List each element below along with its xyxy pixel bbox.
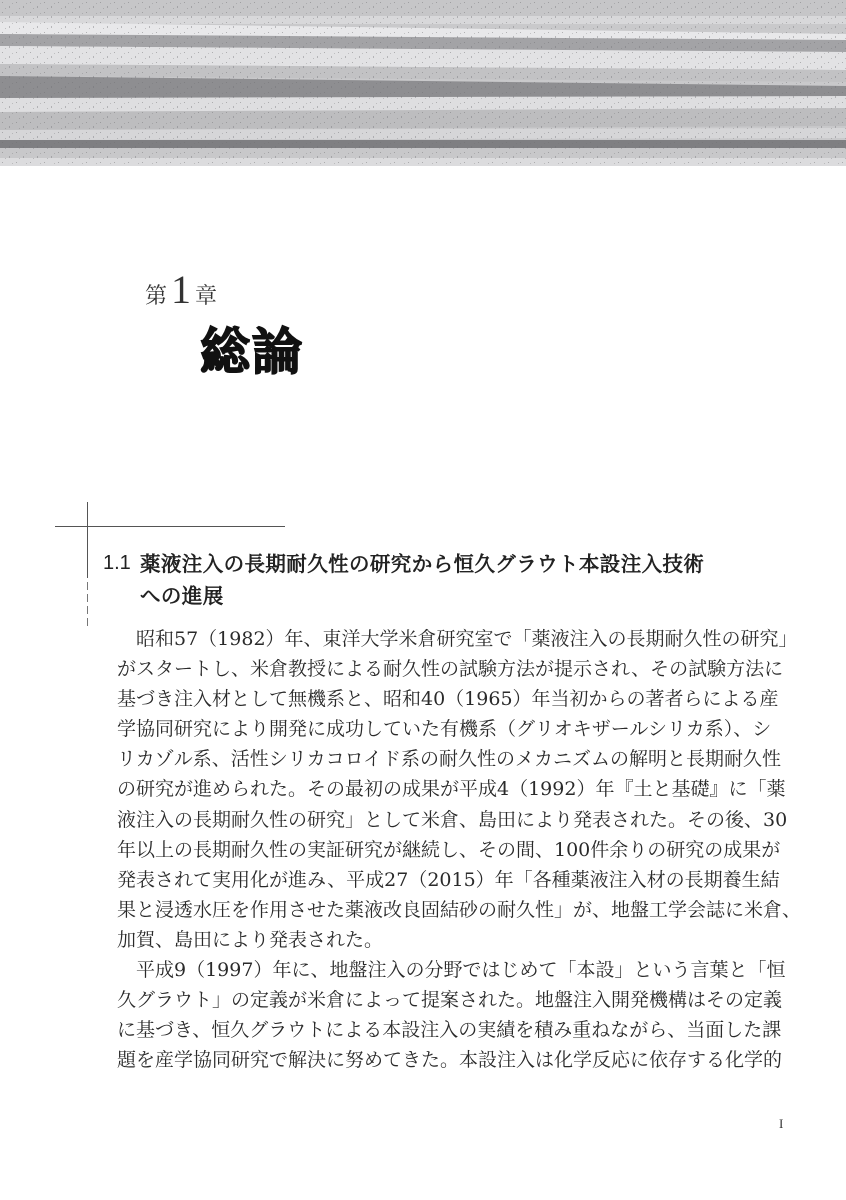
striped-texture-graphic	[0, 0, 846, 166]
body-text	[117, 624, 802, 1075]
text-line: 久グラウト」の定義が米倉によって提案された。地盤注入開発機構はその定義	[117, 989, 783, 1012]
text-line: 昭和57（1982）年、東洋大学米倉研究室で「薬液注入の長期耐久性の研究」	[136, 628, 798, 650]
page-number: I	[779, 1116, 784, 1131]
section-number: 1.1	[103, 552, 131, 574]
section-title-line: への進展	[140, 584, 224, 608]
chapter-suffix: 章	[195, 284, 218, 309]
text-line: 題を産学協同研究で解決に努めてきた。本設注入は化学反応に依存する化学的	[117, 1049, 783, 1072]
crop-mark-horizontal	[55, 526, 285, 527]
chapter-prefix: 第	[145, 284, 168, 309]
text-line: 学協同研究により開発に成功していた有機系（グリオキザールシリカ系）、シ	[117, 718, 772, 741]
section-title	[140, 548, 743, 612]
section-heading	[103, 548, 743, 612]
text-line: の研究が進められた。その最初の成果が平成4（1992）年『土と基礎』に「薬	[117, 778, 786, 801]
chapter-label	[145, 267, 218, 312]
text-line: 果と浸透水圧を作用させた薬液改良固結砂の耐久性」が、地盤工学会誌に米倉、	[117, 898, 802, 921]
text-line: 加賀、島田により発表された。	[117, 928, 384, 951]
text-line: に基づき、恒久グラウトによる本設注入の実績を積み重ねながら、当面した課	[117, 1019, 782, 1042]
text-line: 発表されて実用化が進み、平成27（2015）年「各種薬液注入材の長期養生結	[117, 868, 780, 891]
text-line: 基づき注入材として無機系と、昭和40（1965）年当初からの著者らによる産	[117, 688, 779, 711]
chapter-title: 総論	[200, 323, 304, 381]
body-paragraph	[117, 624, 802, 955]
text-line: リカゾル系、活性シリカコロイド系の耐久性のメカニズムの解明と長期耐久性	[117, 748, 782, 771]
text-line: 液注入の長期耐久性の研究」として米倉、島田により発表された。その後、30	[117, 808, 788, 831]
decorative-header-band	[0, 0, 846, 166]
chapter-number: 1	[171, 267, 192, 312]
section-title-line: 薬液注入の長期耐久性の研究から恒久グラウト本設注入技術	[140, 552, 705, 576]
crop-mark-dashed	[87, 582, 88, 626]
body-paragraph	[117, 955, 786, 1075]
crop-mark-vertical	[87, 502, 88, 578]
text-line: がスタートし、米倉教授による耐久性の試験方法が提示され、その試験方法に	[117, 658, 784, 681]
text-line: 平成9（1997）年に、地盤注入の分野ではじめて「本設」という言葉と「恒	[136, 959, 786, 982]
text-line: 年以上の長期耐久性の実証研究が継続し、その間、100件余りの研究の成果が	[117, 838, 781, 861]
